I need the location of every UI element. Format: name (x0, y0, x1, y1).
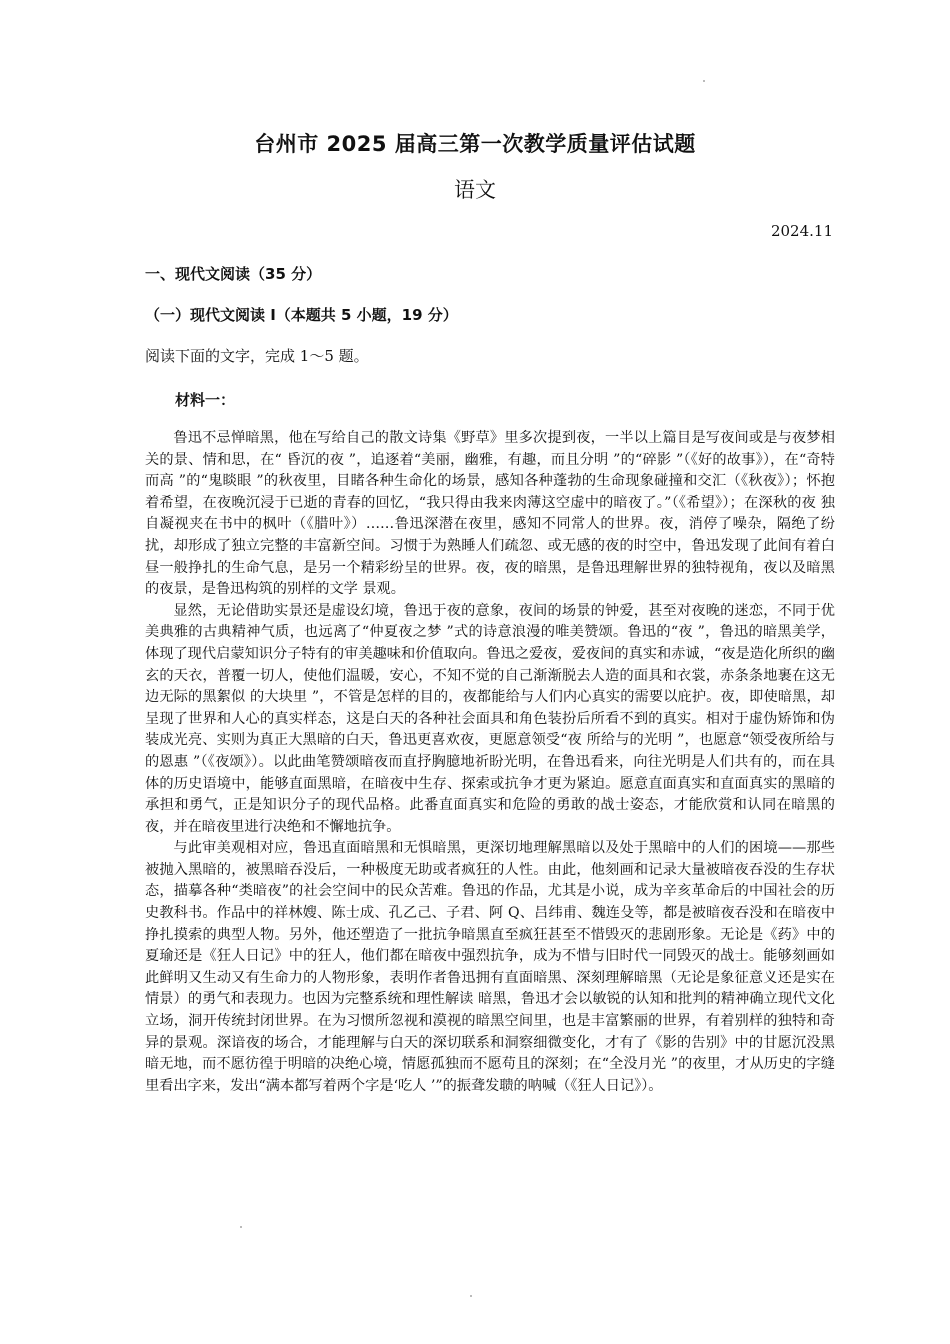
exam-title: 台州市 2025 届高三第一次教学质量评估试题 (254, 132, 696, 156)
scan-speck (240, 1226, 242, 1228)
exam-date: 2024.11 (770, 222, 833, 240)
scan-speck (470, 1295, 472, 1297)
passage-paragraph: 与此审美观相对应，鲁迅直面暗黑和无惧暗黑，更深切地理解黑暗以及处于黑暗中的人们的困境——那些被抛入黑暗的，被黑暗吞没后，一种极度无助或者疯狂的人性。由此，他刻画和记录大量被暗夜吞没的生存状态，描摹各种“类暗夜”的社会空间中的民众苦难。鲁迅的作品，尤其是小说，成为辛亥革命后的中国社会的历史教科书。作品中的祥林嫂、陈士成、孔乙己、子君、阿 Q、吕纬甫、魏连殳等，都是被暗夜吞没和在暗夜中挣扎摸索的典型人物。另外，他还塑造了一批抗争暗黑直至疯狂甚至不惜毁灭的悲剧形象。无论是《药》中的夏瑜还是《狂人日记》中的狂人，他们都在暗夜中强烈抗争，成为不惜与旧时代一同毁灭的战士。能够刻画如此鲜明又生动又有生命力的人物形象，表明作者鲁迅拥有直面暗黑、深刻理解暗黑（无论是象征意义还是实在情景）的勇气和表现力。也因为完整系统和理性解读 暗黑，鲁迅才会以敏锐的认知和批判的精神确立现代文化立场，洞开传统封闭世界。在为习惯所忽视和漠视的暗黑空间里，也是丰富繁丽的世界，有着别样的独特和奇异的景观。深谙夜的场合，才能理解与白天的深切联系和洞察细微变化，才有了《影的告别》中的甘愿沉没黑暗无地，而不愿彷徨于明暗的决绝心境，情愿孤独而不愿苟且的深刻；在“全没月光 ”的夜里，才从历史的字缝里看出字来，发出“满本都写着两个字是‘吃人 ’”的振聋发聩的呐喊（《狂人日记》）。 (145, 840, 835, 1094)
subsection-heading: （一）现代文阅读 Ⅰ（本题共 5 小题，19 分） (145, 306, 458, 324)
passage-paragraph: 鲁迅不忌惮暗黑，他在写给自己的散文诗集《野草》里多次提到夜，一半以上篇目是写夜间或是与夜梦相关的景、情和思，在“ 昏沉的夜 ”，追逐着“美丽，幽雅，有趣，而且分明 ”的“碎影 ”（《好的故事》），在“奇特而高 ”的“鬼睒眼 ”的秋夜里，目睹各种生命化的场景，感知各种蓬勃的生命现象碰撞和交汇（《秋夜》）；怀抱着希望，在夜晚沉浸于已逝的青春的回忆，“我只得由我来肉薄这空虚中的暗夜了。”（《希望》）；在深秋的夜 独自凝视夹在书中的枫叶（《腊叶》）……鲁迅深潜在夜里，感知不同常人的世界。夜，消停了噪杂，隔绝了纷扰，却形成了独立完整的丰富新空间。习惯于为熟睡人们疏忽、或无感的夜的时空中，鲁迅发现了此间有着白昼一般挣扎的生命气息，是另一个精彩纷呈的世界。夜，夜的暗黑，是鲁迅理解世界的独特视角，夜以及暗黑的夜景，是鲁迅构筑的别样的文学 景观。 (145, 430, 835, 598)
reading-instruction: 阅读下面的文字，完成 1～5 题。 (145, 347, 369, 365)
section-heading: 一、现代文阅读（35 分） (145, 265, 322, 283)
passage-body (145, 428, 835, 1097)
material-label: 材料一： (175, 391, 236, 409)
subject-title: 语文 (454, 178, 496, 202)
passage-paragraph: 显然，无论借助实景还是虚设幻境，鲁迅于夜的意象，夜间的场景的钟爱，甚至对夜晚的迷恋，不同于优美典雅的古典精神气质，也远离了“仲夏夜之梦 ”式的诗意浪漫的唯美赞颂。鲁迅的“夜 ”，鲁迅的暗黑美学，体现了现代启蒙知识分子特有的审美趣味和价值取向。鲁迅之爱夜，爱夜间的真实和赤诚，“夜是造化所织的幽玄的天衣，普覆一切人，使他们温暖，安心，不知不觉的自己渐渐脱去人造的面具和衣裳，赤条条地裹在这无边无际的黑絮似 的大块里 ”，不管是怎样的目的，夜都能给与人们内心真实的需要以庇护。夜，即使暗黑，却呈现了世界和人心的真实样态，这是白天的各种社会面具和角色装扮后所看不到的真实。相对于虚伪矫饰和伪装成光亮、实则为真正大黑暗的白天，鲁迅更喜欢夜，更愿意领受“夜 所给与的光明 ”，也愿意“领受夜所给与的恩惠 ”（《夜颂》）。以此曲笔赞颂暗夜而直抒胸臆地祈盼光明，在鲁迅看来，向往光明是人们共有的，而在具体的历史语境中，能够直面黑暗，在暗夜中生存、探索或抗争才更为紧迫。愿意直面真实和直面真实的黑暗的承担和勇气，正是知识分子的现代品格。此番直面真实和危险的勇敢的战士姿态，才能欣赏和认同在暗黑的夜，并在暗夜里进行决绝和不懈地抗争。 (145, 602, 835, 835)
scan-speck (703, 80, 705, 82)
